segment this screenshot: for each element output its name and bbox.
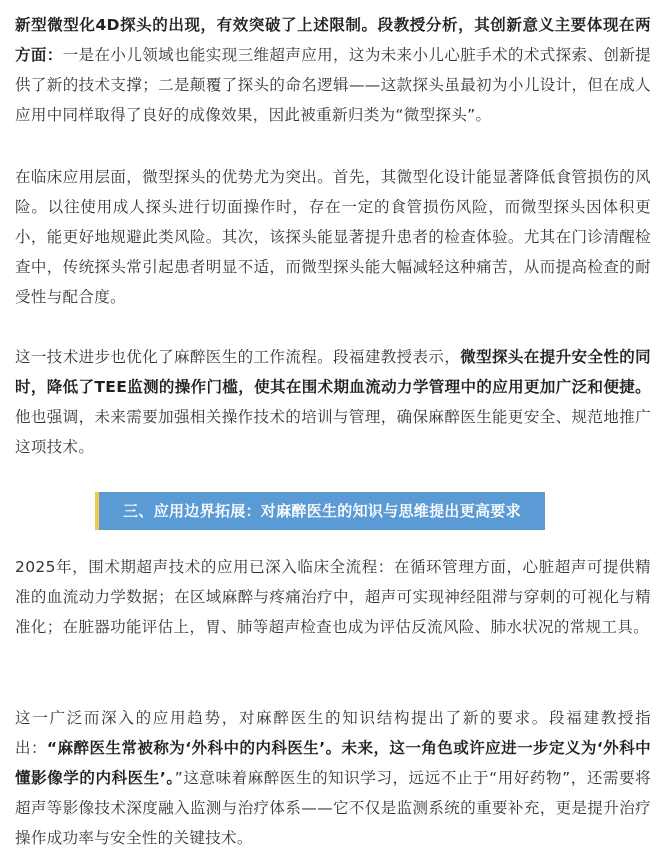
paragraph-clinical-advantages: [15, 162, 651, 312]
body-text: 2025年，围术期超声技术的应用已深入临床全流程：在循环管理方面，心脏超声可提供精准的血流动力学数据；在区域麻醉与疼痛治疗中，超声可实现神经阻滞与穿刺的可视化与精准化；在脏器功能评估上，胃、肺等超声检查也成为评估反流风险、肺水状况的常规工具。: [15, 558, 651, 636]
paragraph-2025-applications: [15, 552, 651, 642]
paragraph-knowledge-requirements: [15, 703, 651, 853]
section-heading: 三、应用边界拓展：对麻醉医生的知识与思维提出更高要求: [95, 492, 545, 530]
paragraph-workflow: [15, 342, 651, 462]
bold-text: “麻醉医生常被称为‘外科中的内科医生’。未来，这一角色或许应进一步定义为‘外科中懂影像学的内科医生’。: [15, 739, 651, 787]
paragraph-probe-innovation: [15, 10, 651, 130]
body-text: 他也强调，未来需要加强相关操作技术的培训与管理，确保麻醉医生能更安全、规范地推广这项技术。: [15, 408, 651, 456]
body-text: ”这意味着麻醉医生的知识学习，远远不止于“用好药物”，还需要将超声等影像技术深度融入监测与治疗体系——它不仅是监测系统的重要补充，更是提升治疗操作成功率与安全性的关键技术。: [15, 769, 651, 847]
body-text: 在临床应用层面，微型探头的优势尤为突出。首先，其微型化设计能显著降低食管损伤的风险。以往使用成人探头进行切面操作时，存在一定的食管损伤风险，而微型探头因体积更小，能更好地规避此类风险。其次，该探头能显著提升患者的检查体验。尤其在门诊清醒检查中，传统探头常引起患者明显不适，而微型探头能大幅减轻这种痛苦，从而提高检查的耐受性与配合度。: [15, 168, 651, 306]
body-text: 这一技术进步也优化了麻醉医生的工作流程。段福建教授表示，: [15, 348, 461, 366]
bold-text: 微型探头在提升安全性的同时，降低了TEE监测的操作门槛，使其在围术期血流动力学管理中的应用更加广泛和便捷。: [15, 348, 651, 396]
body-text: 一是在小儿领域也能实现三维超声应用，这为未来小儿心脏手术的术式探索、创新提供了新的技术支撑；二是颠覆了探头的命名逻辑——这款探头虽最初为小儿设计，但在成人应用中同样取得了良好的成像效果，因此被重新归类为“微型探头”。: [15, 46, 651, 124]
bold-text: 新型微型化4D探头的出现，有效突破了上述限制。段教授分析，其创新意义主要体现在两方面：: [15, 16, 651, 64]
body-text: 这一广泛而深入的应用趋势，对麻醉医生的知识结构提出了新的要求。段福建教授指出：: [15, 709, 651, 757]
